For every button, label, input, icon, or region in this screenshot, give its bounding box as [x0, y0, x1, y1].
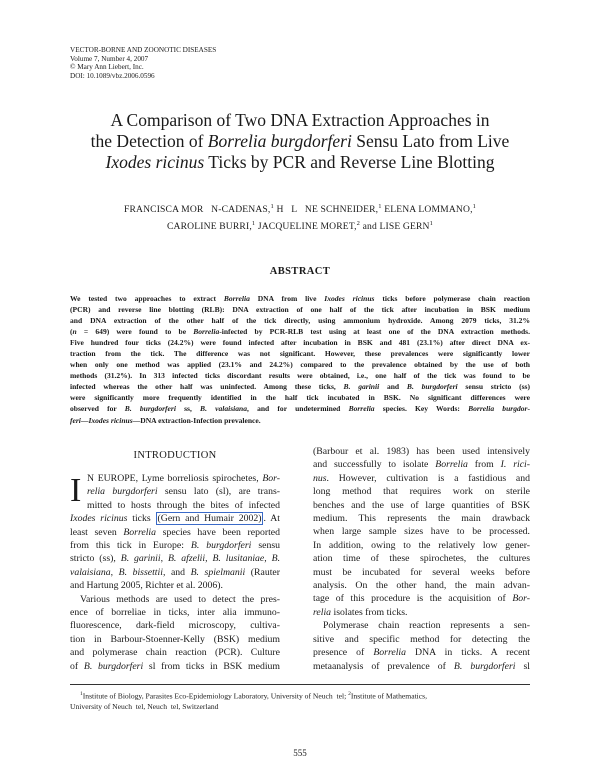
drop-cap: I: [70, 472, 82, 509]
right-column: (Barbour et al. 1983) has been used intensively and successfully to isolate Borrelia from I. rici- nus. However, cultivation is a fastidious and long method that requires work on sterile benches and the use of large quantities of BSK medium. This represents the main drawback when large sample sizes have to be processed. In addition, owing to the relatively low gener- ation time of these spirochetes, the cultures must be incubated for several weeks before analysis. On the other hand, the main advan- tage of this procedure is the acquisition of Bor- relia isolates from ticks. Polymerase chain reaction represents a sen- sitive and specific method for detecting the presence of Borrelia DNA in ticks. A recent metaanalysis of prevalence of B. burgdorferi sl: [313, 446, 530, 672]
introduction-heading: INTRODUCTION: [133, 450, 217, 461]
journal-info: [70, 46, 216, 80]
journal-volume: Volume 7, Number 4, 2007: [70, 54, 149, 63]
page-number: 555: [293, 748, 307, 758]
journal-doi: DOI: 10.1089/vbz.2006.0596: [70, 71, 155, 80]
affiliation-footnote: $^1$Institute of Biology, Parasites Eco-Epidemiology Laboratory, University of Neuch tel; $^2$Institute of Mathematics, University of Neuch tel, Neuch tel, Switzerland: [70, 691, 428, 711]
article-title: A Comparison of Two DNA Extraction Approaches in the Detection of Borrelia burgdorferi Sensu Lato from Live Ixodes ricinus Ticks by PCR and Reverse Line Blotting: [90, 110, 510, 172]
footnote-divider: [70, 684, 530, 685]
left-column: N EUROPE, Lyme borreliosis spirochetes, Bor- relia burgdorferi sensu lato (sl), are trans- mitted to hosts through the bites of infected Ixodes ricinus ticks (Gern and Humair 2002) . At least seven Borrelia species have been reported from this tick in Europe: B. burgdorferi sensu stricto (ss), B. garinii, B. afzelii, B. lusitaniae, B. valaisiana, B. bissettii, and B. spielmanii (Rauter and Hartung 2005, Richter et al. 2006). Various methods are used to detect the pres- ence of borreliae in ticks, inter alia immuno- fluorescence, dark-field microscopy, cultiva- tion in Barbour-Stoenner-Kelly (BSK) medium and polymerase chain reaction (PCR). Culture of B. burgdorferi sl from ticks in BSK medium: [70, 473, 281, 672]
abstract-body: We tested two approaches to extract Borrelia DNA from live Ixodes ricinus ticks before polymerase chain reaction (PCR) and reverse line blotting (RLB): DNA extraction of one half of the tick after incubation in BSK medium and DNA extraction of the other half of the tick directly, using ammonium hydroxide. Among 2079 ticks, 31.2% (n = 649) were found to be Borrelia-infected by PCR-RLB test using at least one of the DNA extraction methods. Five hundred four ticks (24.2%) were found infected after incubation in BSK and 481 (23.1%) after direct DNA ex- traction from the tick. The difference was not significant. However, these prevalences were significantly lower when only one method was applied (23.1% and 24.2%) compared to the prevalence obtained by the use of both methods (31.2%). In 313 infected ticks discordant results were obtained, i.e., one half of the tick was found to be infected whereas the other half was uninfected. Among these ticks, B. garinii and B. burgdorferi sensu stricto (ss) were significantly more frequently identified in the half tick incubated in BSK. No significant differences were observed for B. burgdorferi ss, B. valaisiana, and for undetermined Borrelia species. Key Words: Borrelia burgdor- feri—Ixodes ricinus—DNA extraction-Infection prevalence.: [70, 294, 530, 425]
author-list: FRANCISCA MOR N-CADENAS,$^1$ H L NE SCHNEIDER,$^1$ ELENA LOMMANO,$^1$ CAROLINE BURRI,$^1$ JACQUELINE MORET,$^2$ and LISE GERN$^1$: [123, 203, 477, 233]
journal-name: VECTOR-BORNE AND ZOONOTIC DISEASES: [70, 46, 217, 54]
journal-copyright: © Mary Ann Liebert, Inc.: [70, 63, 144, 72]
citation-link-gern-humair-2002[interactable]: (Gern and Humair 2002): [157, 513, 262, 525]
abstract-heading: ABSTRACT: [269, 266, 331, 277]
